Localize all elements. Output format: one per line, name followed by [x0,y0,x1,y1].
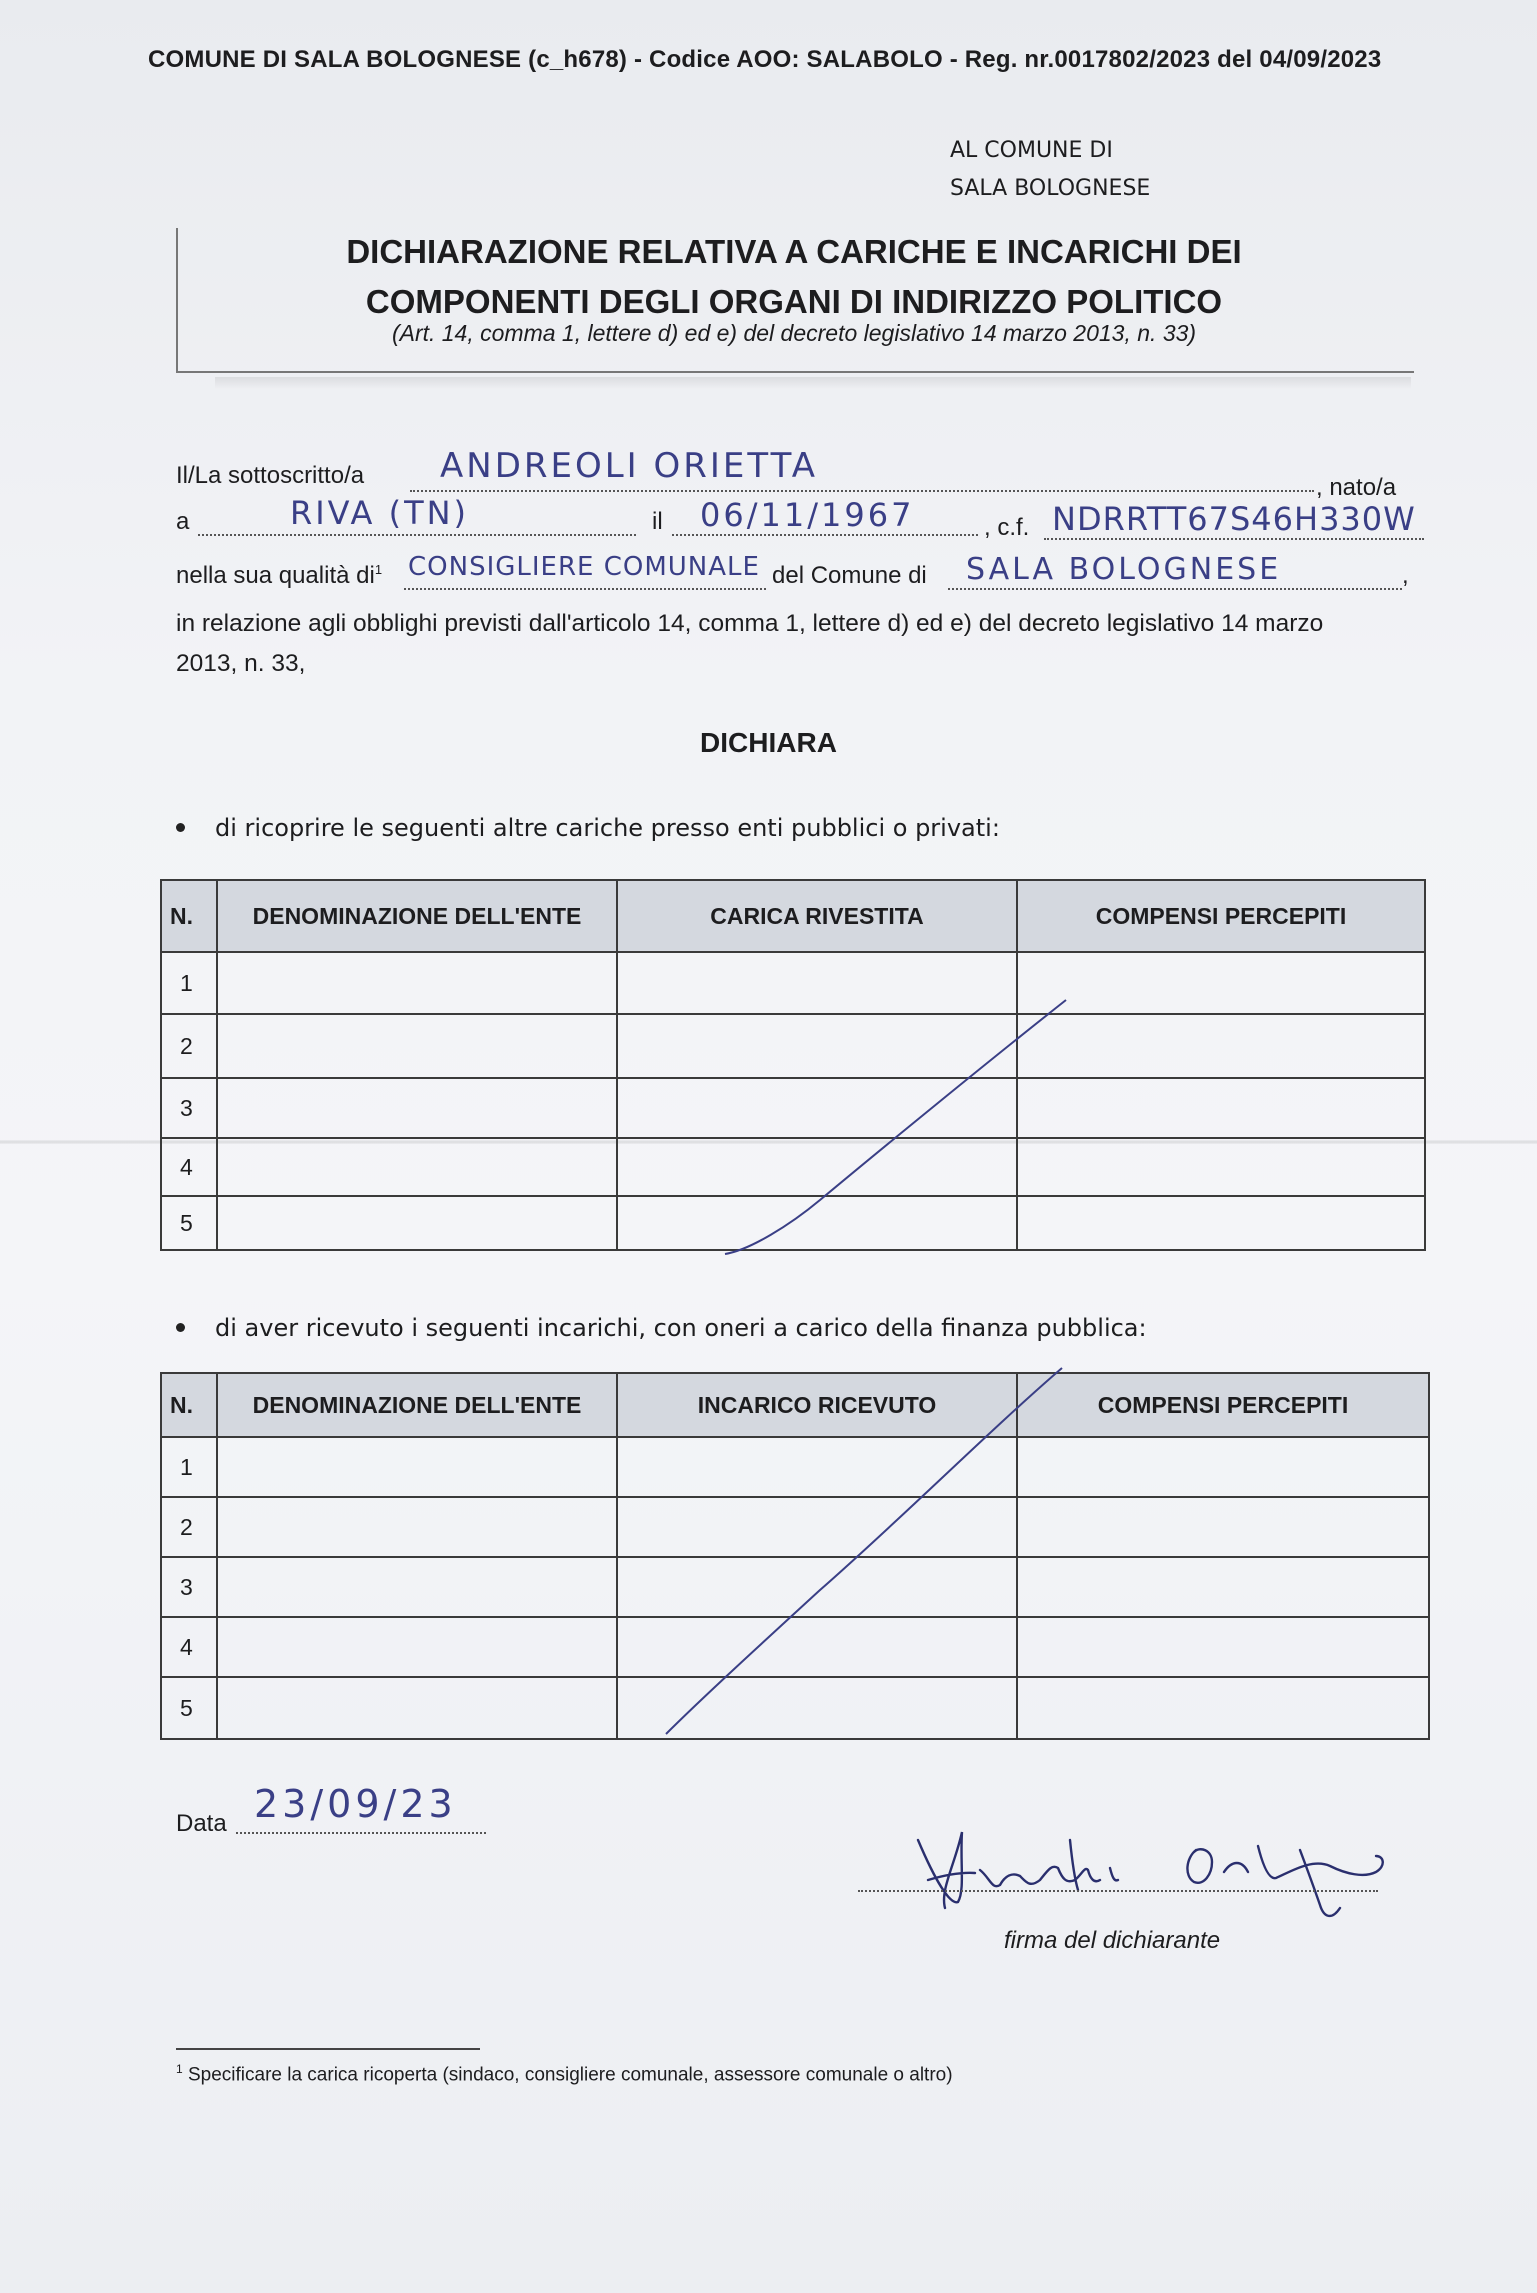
compensi-cell[interactable] [1017,1196,1425,1250]
address-line-1: AL COMUNE DI [950,138,1113,163]
luogo-value[interactable]: RIVA (TN) [290,494,470,532]
incarico-cell[interactable] [617,1677,1017,1739]
data-nascita-field-line [672,534,978,536]
col-header-n: N. [161,880,217,952]
carica-cell[interactable] [617,952,1017,1014]
title-reference: (Art. 14, comma 1, lettere d) ed e) del decreto legislativo 14 marzo 2013, n. 33) [391,320,1197,346]
ente-cell[interactable] [217,1437,617,1497]
incarico-cell[interactable] [617,1617,1017,1677]
col-header-carica: CARICA RIVESTITA [617,880,1017,952]
qualita-value[interactable]: CONSIGLIERE COMUNALE [408,552,760,582]
section1-bullet [176,814,1000,842]
recipient-address [950,132,1150,208]
compensi-cell[interactable] [1017,1617,1429,1677]
sottoscritto-label: Il/La sottoscritto/a [176,462,365,489]
protocol-header: COMUNE DI SALA BOLOGNESE (c_h678) - Codice AOO: SALABOLO - Reg. nr.0017802/2023 del 04/09/2023 [148,46,1382,73]
ente-cell[interactable] [217,952,617,1014]
data-nascita-label: il [652,508,663,535]
comune-value[interactable]: SALA BOLOGNESE [966,552,1282,587]
row-number: 2 [161,1497,217,1557]
compensi-cell[interactable] [1017,1437,1429,1497]
table-row [161,1497,1429,1557]
cf-value[interactable]: NDRRTT67S46H330W [1052,500,1416,538]
incarico-cell[interactable] [617,1437,1017,1497]
data-value[interactable]: 23/09/23 [254,1782,457,1826]
row-number: 2 [161,1014,217,1078]
table-row [161,1437,1429,1497]
row-number: 3 [161,1557,217,1617]
luogo-label: a [176,508,190,535]
ente-cell[interactable] [217,1196,617,1250]
carica-cell[interactable] [617,1014,1017,1078]
compensi-cell[interactable] [1017,1078,1425,1138]
compensi-cell[interactable] [1017,952,1425,1014]
row-number: 3 [161,1078,217,1138]
compensi-cell[interactable] [1017,1557,1429,1617]
table-row [161,1557,1429,1617]
ente-cell[interactable] [217,1078,617,1138]
relazione-text-line-1: in relazione agli obblighi previsti dall'articolo 14, comma 1, lettere d) ed e) del decreto legislativo 14 marzo [176,610,1324,637]
bullet-dot [176,823,185,832]
cariche-table [160,879,1426,1251]
footnote-text: Specificare la carica ricoperta (sindaco, consigliere comunale, assessore comunale o altro) [187,2064,953,2086]
data-nascita-value[interactable]: 06/11/1967 [700,496,915,534]
col-header-ente: DENOMINAZIONE DELL'ENTE [217,1373,617,1437]
compensi-cell[interactable] [1017,1014,1425,1078]
table-row [161,1078,1425,1138]
firma-label: firma del dichiarante [1004,1927,1221,1954]
row-number: 1 [161,952,217,1014]
firma-field-line [858,1890,1378,1892]
address-line-2: SALA BOLOGNESE [950,176,1151,201]
dichiara-heading: DICHIARA [700,727,837,758]
table-row [161,1677,1429,1739]
comune-comma: , [1402,562,1409,589]
table-row [161,952,1425,1014]
ente-cell[interactable] [217,1557,617,1617]
section2-bullet-text: di aver ricevuto i seguenti incarichi, con oneri a carico della finanza pubblica: [215,1314,1147,1342]
ente-cell[interactable] [217,1138,617,1196]
incarichi-table [160,1372,1430,1740]
ente-cell[interactable] [217,1617,617,1677]
incarico-cell[interactable] [617,1497,1017,1557]
bullet-dot [176,1323,185,1332]
incarico-cell[interactable] [617,1557,1017,1617]
row-number: 5 [161,1196,217,1250]
col-header-compensi: COMPENSI PERCEPITI [1017,880,1425,952]
title-line-1: DICHIARAZIONE RELATIVA A CARICHE E INCARICHI DEI [346,233,1242,270]
table-row [161,1138,1425,1196]
data-label: Data [176,1810,227,1837]
sottoscritto-field-line [410,490,1314,492]
cf-field-line [1044,538,1424,540]
qualita-label [176,562,382,590]
row-number: 1 [161,1437,217,1497]
compensi-cell[interactable] [1017,1677,1429,1739]
qualita-label-text: nella sua qualità di [176,562,375,589]
carica-cell[interactable] [617,1196,1017,1250]
incarichi-header-row [161,1373,1429,1437]
luogo-field-line [198,534,636,536]
ente-cell[interactable] [217,1677,617,1739]
nato-label: , nato/a [1316,474,1397,501]
row-number: 4 [161,1138,217,1196]
qualita-field-line [404,588,766,590]
section1-bullet-text: di ricoprire le seguenti altre cariche presso enti pubblici o privati: [215,814,1000,842]
title-line-2: COMPONENTI DEGLI ORGANI DI INDIRIZZO POLITICO [365,283,1223,320]
footnote-rule [176,2048,480,2050]
cariche-header-row [161,880,1425,952]
col-header-n: N. [161,1373,217,1437]
ente-cell[interactable] [217,1014,617,1078]
table-row [161,1617,1429,1677]
compensi-cell[interactable] [1017,1497,1429,1557]
carica-cell[interactable] [617,1138,1017,1196]
table-row [161,1014,1425,1078]
compensi-cell[interactable] [1017,1138,1425,1196]
col-header-incarico: INCARICO RICEVUTO [617,1373,1017,1437]
ente-cell[interactable] [217,1497,617,1557]
sottoscritto-value[interactable]: ANDREOLI ORIETTA [440,446,818,486]
col-header-ente: DENOMINAZIONE DELL'ENTE [217,880,617,952]
table-row [161,1196,1425,1250]
row-number: 4 [161,1617,217,1677]
title-shadow [215,377,1411,389]
comune-field-line [948,588,1402,590]
section2-bullet [176,1314,1147,1342]
carica-cell[interactable] [617,1078,1017,1138]
cf-label: , c.f. [984,514,1030,541]
footnote [176,2062,953,2086]
footnote-marker: 1 [176,2062,183,2076]
relazione-text-line-2: 2013, n. 33, [176,650,306,677]
comune-label: del Comune di [772,562,927,589]
col-header-compensi: COMPENSI PERCEPITI [1017,1373,1429,1437]
qualita-footnote-ref: 1 [374,562,383,577]
row-number: 5 [161,1677,217,1739]
data-field-line [236,1832,486,1834]
